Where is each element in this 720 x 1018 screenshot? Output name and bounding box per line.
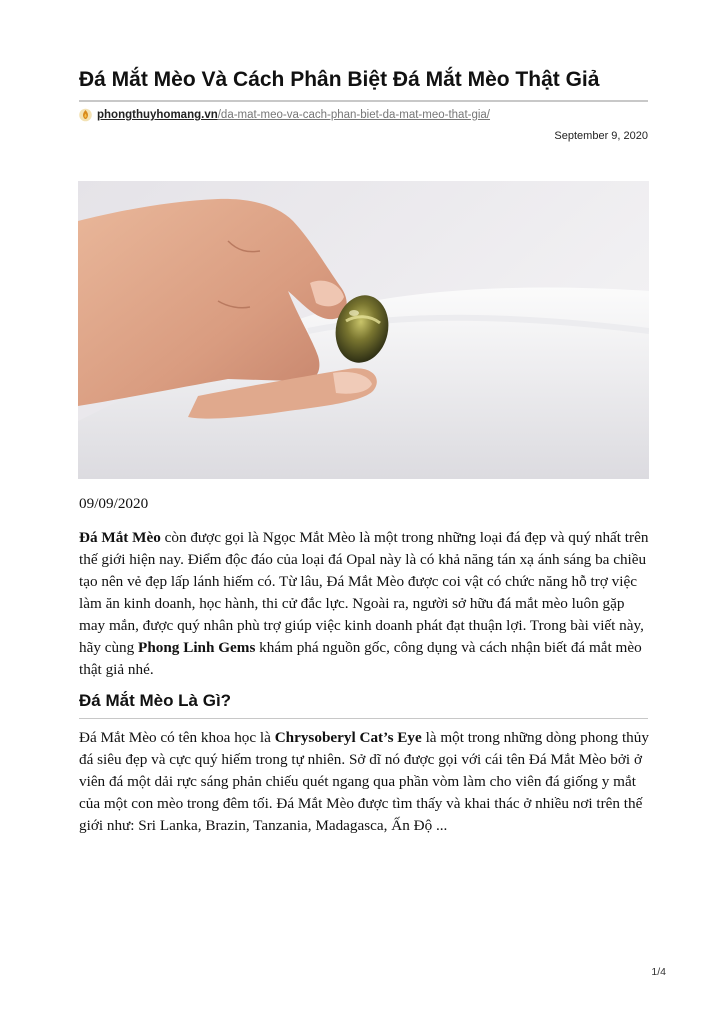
section-text-2: là một trong những dòng phong thủy đá siêu đẹp và cực quý hiếm trong tự nhiên. Sở dĩ nó được gọi với cái tên Đá Mắt Mèo bởi ở viên đá một dải rực sáng phản chiếu quét ngang qua phần vòm làm cho viên đá giống y mắt của một con mèo trong đêm tối. Đá Mắt Mèo được tìm thấy và khai thác ở nhiều nơi trên thế giới như: Sri Lanka, Brazin, Tanzania, Madagasca, Ấn Độ ... [79, 729, 649, 834]
flame-logo-icon [79, 108, 92, 122]
hand-holding-gem-illustration [78, 181, 649, 479]
section-text-1: Đá Mắt Mèo có tên khoa học là [79, 729, 275, 746]
published-date: September 9, 2020 [554, 130, 648, 142]
intro-text-2: khám phá nguồn gốc, công dụng và cách nhận biết đá mắt mèo thật giả nhé. [79, 639, 642, 678]
section-paragraph [79, 727, 651, 837]
source-path[interactable]: /da-mat-meo-va-cach-phan-biet-da-mat-meo-that-gia/ [217, 109, 491, 121]
source-domain[interactable]: phongthuyhomang.vn [97, 109, 218, 121]
title-divider [79, 100, 648, 102]
article-date-line: 09/09/2020 [79, 495, 149, 512]
hero-image [78, 181, 649, 479]
page-number: 1/4 [651, 966, 666, 978]
intro-paragraph [79, 527, 651, 681]
page-title: Đá Mắt Mèo Và Cách Phân Biệt Đá Mắt Mèo Thật Giả [79, 68, 600, 91]
intro-lead-bold: Đá Mắt Mèo [79, 529, 161, 546]
brand-name-bold: Phong Linh Gems [138, 639, 256, 656]
source-link[interactable] [79, 106, 490, 124]
intro-text-1: còn được gọi là Ngọc Mắt Mèo là một trong những loại đá đẹp và quý nhất trên thế giới hiện nay. Điểm độc đáo của loại đá Opal này là có khả năng tán xạ ánh sáng ba chiều tạo nên vẻ đẹp lấp lánh hiếm có. Từ lâu, Đá Mắt Mèo được coi vật có chức năng hỗ trợ việc làm ăn kinh doanh, học hành, thi cử đắc lực. Ngoài ra, người sở hữu đá mắt mèo luôn gặp may mắn, được quý nhân phù trợ giúp việc kinh doanh phát đạt thuận lợi. Trong bài viết này, hãy cùng [79, 529, 649, 656]
section-heading: Đá Mắt Mèo Là Gì? [79, 691, 232, 710]
scientific-name-bold: Chrysoberyl Cat’s Eye [274, 729, 422, 746]
section-divider [79, 718, 648, 719]
